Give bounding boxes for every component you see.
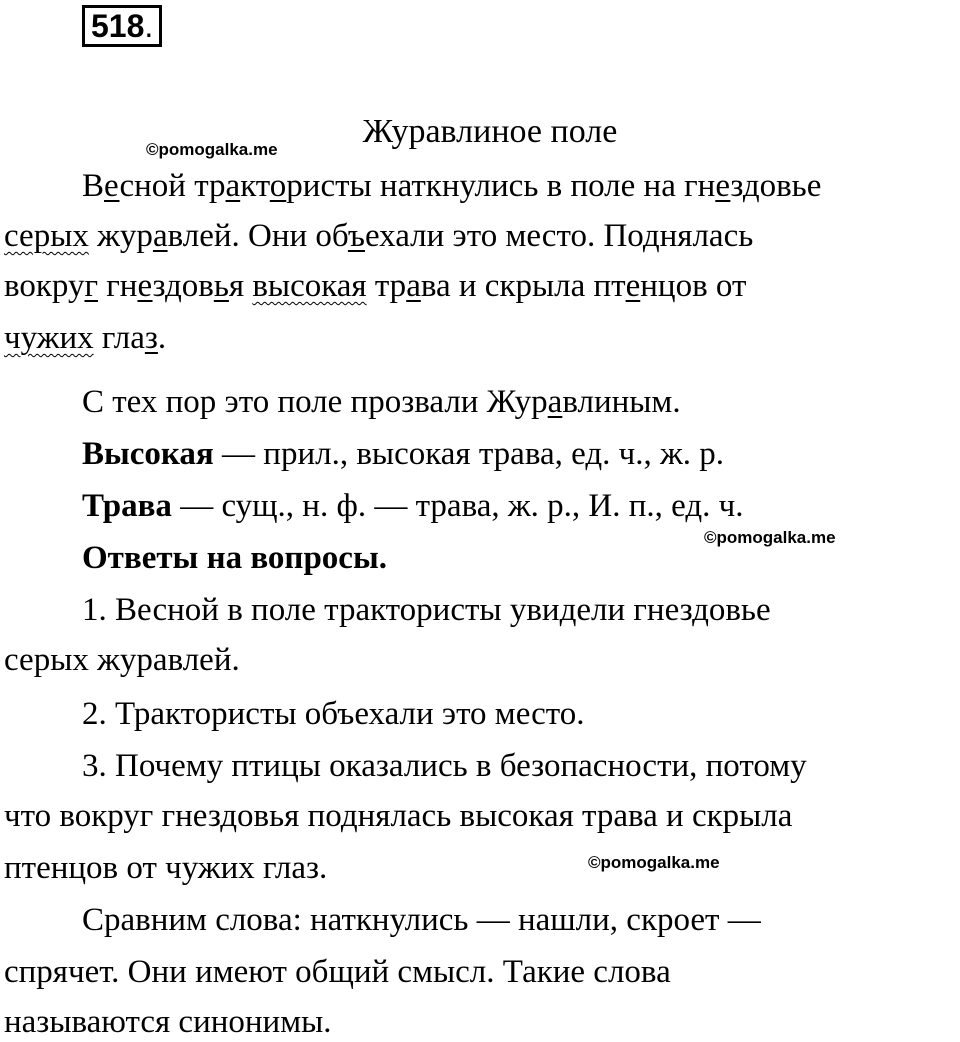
- text-segment: тр: [366, 268, 407, 304]
- underlined-letter: г: [84, 268, 99, 304]
- story-line-5: [82, 382, 681, 422]
- text-segment: влиным.: [562, 384, 681, 420]
- task-number-value: 518: [91, 8, 145, 44]
- answer-1-line-1: 1. Весной в поле трактористы увидели гнездовье: [82, 592, 771, 628]
- watermark: ©pomogalka.me: [588, 853, 720, 872]
- wavy-underlined-word: чужих: [4, 320, 94, 356]
- story-line-4: [4, 318, 166, 358]
- story-title: Журавлиное поле: [362, 113, 618, 150]
- text-segment: здовье: [730, 168, 822, 204]
- text-segment: кт: [240, 168, 270, 204]
- text-segment: вокру: [4, 268, 85, 304]
- text-segment: ристы наткнулись в поле на гн: [286, 168, 716, 204]
- story-line-2: [4, 216, 753, 256]
- text-segment: здов: [152, 268, 214, 304]
- underlined-letter: а: [406, 268, 421, 304]
- answer-3-line-3: птенцов от чужих глаз.: [4, 850, 328, 886]
- story-line-1: [82, 166, 821, 206]
- underlined-letter: ь: [213, 268, 229, 304]
- analysis-word-bold: Высокая: [82, 436, 214, 472]
- watermark: ©pomogalka.me: [704, 528, 836, 547]
- text-segment: сной тр: [119, 168, 226, 204]
- synonyms-line-3: называются синонимы.: [4, 1004, 332, 1040]
- text-segment: В: [82, 168, 105, 204]
- underlined-letter: е: [137, 268, 153, 304]
- underlined-letter: а: [152, 218, 168, 254]
- text-segment: С тех пор это поле прозвали Жур: [82, 384, 548, 420]
- analysis-text: — прил., высокая трава, ед. ч., ж. р.: [213, 436, 725, 472]
- answer-1-line-2: серых журавлей.: [4, 642, 240, 678]
- underlined-letter: е: [715, 168, 731, 204]
- analysis-text: — сущ., н. ф. — трава, ж. р., И. п., ед. ч.: [171, 488, 744, 524]
- synonyms-line-2: спрячет. Они имеют общий смысл. Такие слова: [4, 954, 671, 990]
- underlined-letter: е: [625, 268, 641, 304]
- answer-3-line-2: что вокруг гнездовья поднялась высокая трава и скрыла: [4, 798, 793, 834]
- text-segment: влей. Они об: [167, 218, 348, 254]
- underlined-letter: а: [225, 168, 241, 204]
- synonyms-line-1: Сравним слова: наткнулись — нашли, скроет —: [82, 902, 761, 938]
- answers-heading-text: Ответы на вопросы.: [82, 540, 387, 576]
- underlined-letter: е: [104, 168, 120, 204]
- underlined-letter: з: [144, 320, 158, 356]
- text-segment: нцов от: [640, 268, 747, 304]
- answer-2: 2. Трактористы объехали это место.: [82, 696, 585, 732]
- analysis-line-2: [82, 486, 744, 526]
- wavy-underlined-word: высокая: [252, 268, 367, 304]
- text-segment: я: [228, 268, 253, 304]
- underlined-letter: ъ: [347, 218, 365, 254]
- answers-heading: [82, 538, 387, 578]
- text-segment: .: [157, 320, 167, 356]
- answer-3-line-1: 3. Почему птицы оказались в безопасности, потому: [82, 748, 807, 784]
- wavy-underlined-word: серых: [4, 218, 89, 254]
- underlined-letter: а: [547, 384, 563, 420]
- text-segment: ва и скрыла пт: [420, 268, 626, 304]
- story-line-3: [4, 266, 746, 306]
- text-segment: гла: [93, 320, 145, 356]
- analysis-word-bold: Трава: [82, 488, 172, 524]
- text-segment: ехали это место. Поднялась: [364, 218, 754, 254]
- analysis-line-1: [82, 434, 724, 474]
- text-segment: жур: [88, 218, 153, 254]
- watermark: ©pomogalka.me: [146, 140, 278, 159]
- task-number: [82, 6, 162, 46]
- text-segment: гн: [98, 268, 138, 304]
- task-number-dot: .: [144, 8, 154, 44]
- task-number-box: [82, 5, 162, 47]
- underlined-letter: о: [269, 168, 287, 204]
